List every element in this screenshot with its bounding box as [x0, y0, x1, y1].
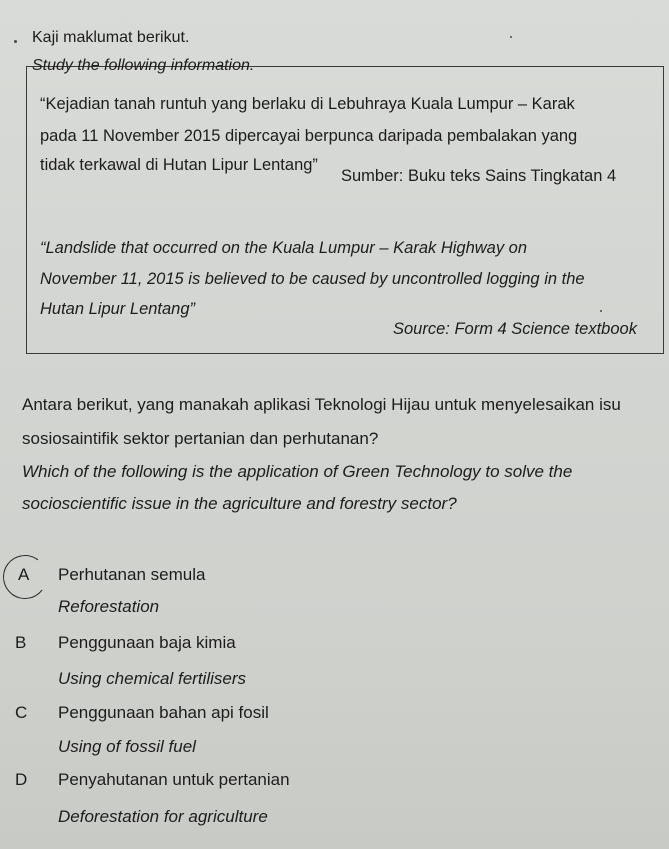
paper-speck — [510, 36, 512, 38]
quote-en-line-2: November 11, 2015 is believed to be caused by uncontrolled logging in the — [40, 270, 585, 288]
intro-instruction-en: Study the following information. — [32, 57, 255, 74]
paper-speck — [600, 310, 602, 312]
source-box-left-border — [26, 66, 27, 354]
quote-ms-line-2: pada 11 November 2015 dipercayai berpunca daripada pembalakan yang — [40, 127, 578, 145]
option-c-letter[interactable]: C — [15, 703, 28, 722]
quote-ms-line-3: tidak terkawal di Hutan Lipur Lentang” — [40, 156, 318, 174]
option-a-text-ms[interactable]: Perhutanan semula — [58, 565, 206, 584]
option-b-letter[interactable]: B — [15, 633, 27, 652]
source-citation-en: Source: Form 4 Science textbook — [393, 320, 637, 338]
option-a-text-en[interactable]: Reforestation — [58, 597, 160, 616]
option-d-text-en[interactable]: Deforestation for agriculture — [58, 807, 268, 826]
source-citation-ms: Sumber: Buku teks Sains Tingkatan 4 — [341, 167, 617, 185]
question-ms-line-1: Antara berikut, yang manakah aplikasi Teknologi Hijau untuk menyelesaikan isu — [22, 395, 621, 414]
quote-en-line-1: “Landslide that occurred on the Kuala Lumpur – Karak Highway on — [40, 239, 528, 257]
option-b-text-en[interactable]: Using chemical fertilisers — [58, 669, 246, 688]
option-d-text-ms[interactable]: Penyahutanan untuk pertanian — [58, 770, 290, 789]
option-a-letter[interactable]: A — [18, 565, 30, 584]
option-d-letter[interactable]: D — [15, 770, 28, 789]
option-c-text-en[interactable]: Using of fossil fuel — [58, 737, 196, 756]
option-c-text-ms[interactable]: Penggunaan bahan api fosil — [58, 703, 269, 722]
question-en-line-2: socioscientific issue in the agriculture and forestry sector? — [22, 494, 457, 513]
intro-instruction-ms: Kaji maklumat berikut. — [32, 29, 190, 46]
question-ms-line-2: sosiosaintifik sektor pertanian dan perhutanan? — [22, 429, 379, 448]
option-b-text-ms[interactable]: Penggunaan baja kimia — [58, 633, 236, 652]
quote-en-line-3: Hutan Lipur Lentang” — [40, 300, 196, 318]
question-en-line-1: Which of the following is the application of Green Technology to solve the — [22, 462, 573, 481]
quote-ms-line-1: “Kejadian tanah runtuh yang berlaku di Lebuhraya Kuala Lumpur – Karak — [40, 95, 575, 113]
paper-speck — [14, 40, 17, 43]
